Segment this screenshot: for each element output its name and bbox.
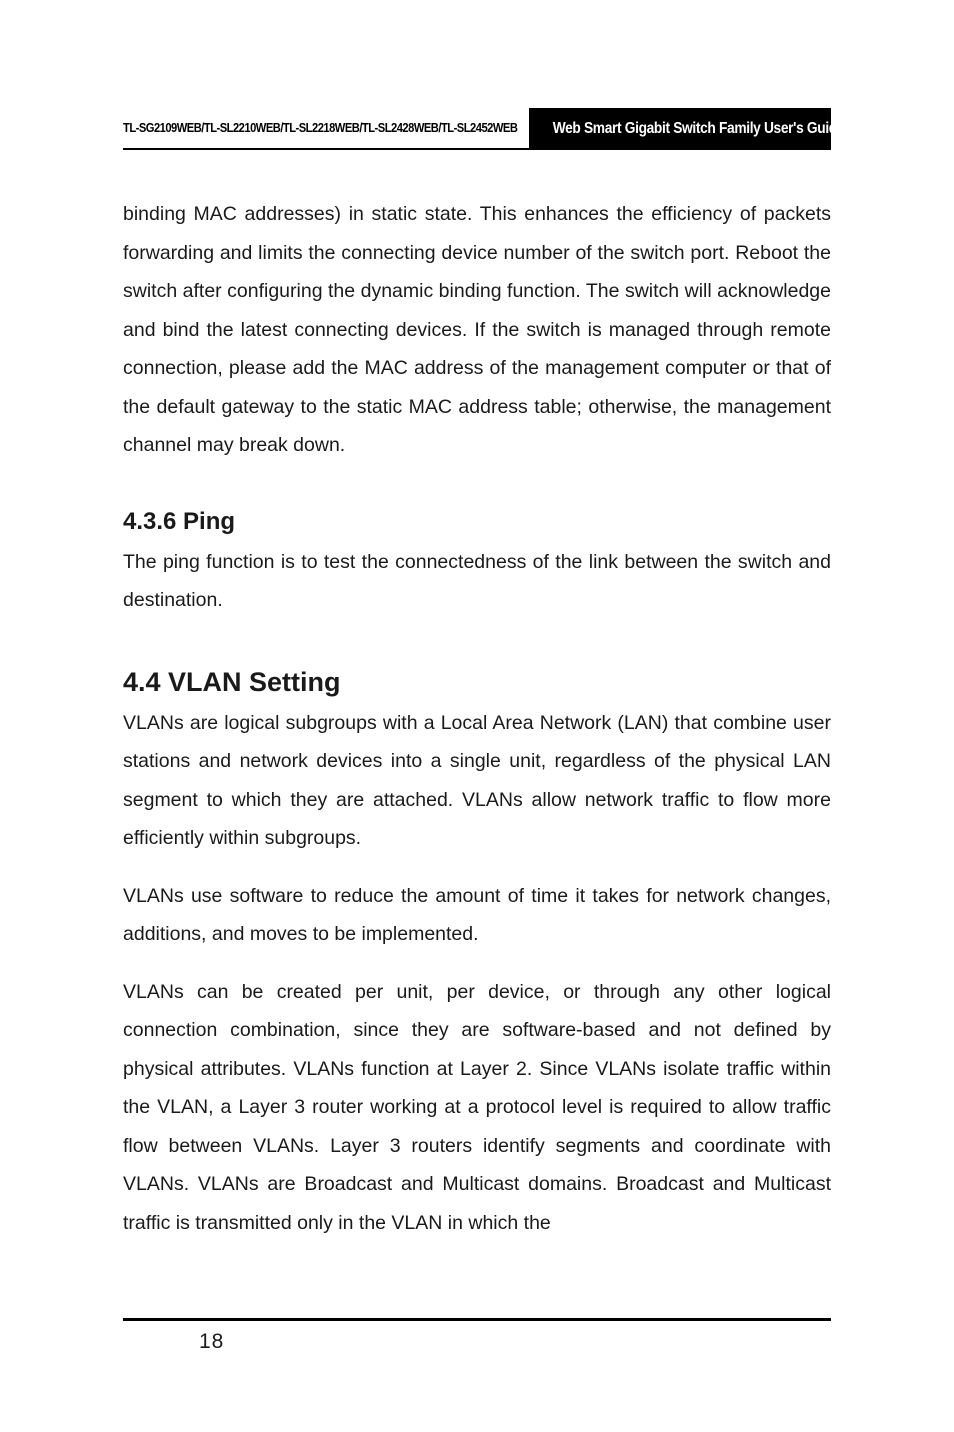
header-guide-title: Web Smart Gigabit Switch Family User's Guide <box>552 120 845 137</box>
page-content <box>123 195 831 1261</box>
vlan-paragraph-3: VLANs can be created per unit, per device, or through any other logical connection combination, since they are software-based and not defined by physical attributes. VLANs function at Layer 2. Since VLANs isolate traffic within the VLAN, a Layer 3 router working at a protocol level is required to allow traffic flow between VLANs. Layer 3 routers identify segments and coordinate with VLANs. VLANs are Broadcast and Multicast domains. Broadcast and Multicast traffic is transmitted only in the VLAN in which the <box>123 980 831 1234</box>
page-number: 18 <box>199 1330 225 1353</box>
page-header <box>123 108 845 150</box>
header-rule <box>123 148 831 150</box>
footer-rule <box>123 1318 831 1321</box>
intro-paragraph: binding MAC addresses) in static state. This enhances the efficiency of packets forwarding and limits the connecting device number of the switch port. Reboot the switch after configuring the dynamic binding function. The switch will acknowledge and bind the latest connecting devices. If the switch is managed through remote connection, please add the MAC address of the management computer or that of the default gateway to the static MAC address table; otherwise, the management channel may break down. <box>123 203 831 456</box>
ping-paragraph: The ping function is to test the connectedness of the link between the switch and destination. <box>123 550 831 611</box>
header-model-list: TL-SG2109WEB/TL-SL2210WEB/TL-SL2218WEB/TL-SL2428WEB/TL-SL2452WEB <box>123 120 518 135</box>
vlan-paragraph-2: VLANs use software to reduce the amount of time it takes for network changes, additions, and moves to be implemented. <box>123 884 831 945</box>
header-guide-title-box <box>529 108 845 149</box>
section-heading-vlan-setting: 4.4 VLAN Setting <box>123 666 341 697</box>
vlan-paragraph-1: VLANs are logical subgroups with a Local Area Network (LAN) that combine user stations and network devices into a single unit, regardless of the physical LAN segment to which they are attached. VLANs allow network traffic to flow more efficiently within subgroups. <box>123 711 831 849</box>
section-heading-ping: 4.3.6 Ping <box>123 507 236 535</box>
